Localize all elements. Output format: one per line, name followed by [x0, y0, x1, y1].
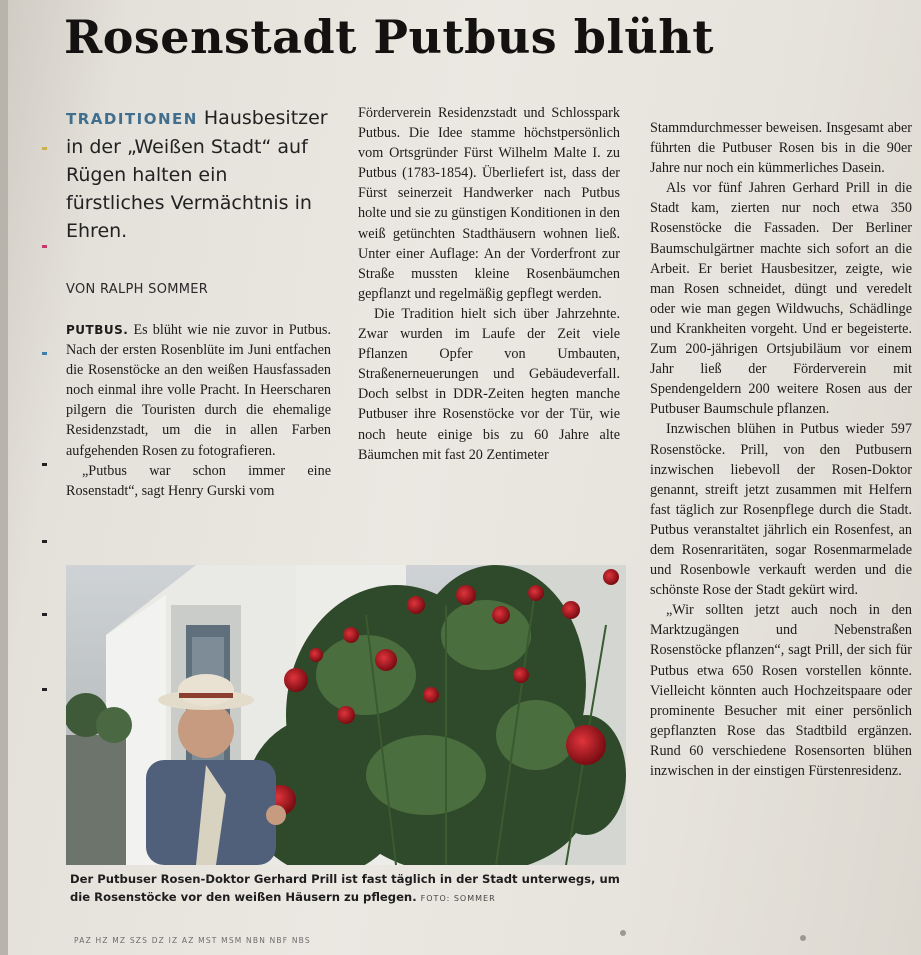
paragraph: Es blüht wie nie zuvor in Putbus. Nach der ersten Rosenblüte im Juni entfachen die Rosenstöcke an den weißen Hausfassaden noch einmal ihre volle Pracht. In Heerscharen pilgern die Touristen durch die ehemalige Residenzstadt, um die in allen Farben aufgehenden Rosen zu fotografieren. [66, 322, 331, 459]
edition-codes: PAZ HZ MZ SZS DZ IZ AZ MST MSM NBN NBF NBS [74, 936, 311, 945]
standfirst-block [66, 104, 331, 245]
paragraph: Inzwischen blühen in Putbus wieder 597 Rosenstöcke. Prill, von den Putbusern inzwischen liebevoll der Rosen-Doktor genannt, streift jetzt zusammen mit Helfern fast täglich zur Rosenpflege durch die Stadt. Putbus veranstaltet jährlich ein Rosenfest, an dem Rosenraritäten, sogar Rosenmarmelade und Rosenbowle verkauft werden und die schönste Rose der Stadt gekürt wird. [650, 421, 912, 599]
article-column-1 [66, 320, 331, 501]
margin-mark [42, 463, 47, 466]
paragraph: Förderverein Residenzstadt und Schlosspark Putbus. Die Idee stamme höchstpersönlich vom Ortsgründer Fürst Wilhelm Malte I. zu Putbus (1783-1854). Überliefert ist, dass der Fürst seinerzeit Handwerker nach Putbus holte und sie zu günstigen Konditionen in den weiß getünchten Stadthäusern wohnen ließ. Unter einer Auflage: An der Vorderfront zur Straße mussten kleine Rosenbäumchen gepflanzt und regelmäßig gepflegt werden. [358, 105, 620, 302]
margin-mark [42, 540, 47, 543]
photo-roses-gardener [66, 565, 626, 865]
photo-credit: FOTO: SOMMER [420, 894, 496, 903]
paragraph: Die Tradition hielt sich über Jahrzehnte. Zwar wurden im Laufe der Zeit viele Pflanzen Opfer von Umbauten, Straßenerneuerungen und Gebäudeverfall. Doch selbst in DDR-Zeiten hegten manche Putbuser ihre Rosenstöcke vor der Tür, wie noch heute einige bis zu 60 Jahre alte Bäumchen mit fast 20 Zentimeter [358, 305, 620, 463]
dateline: PUTBUS. [66, 323, 129, 337]
photo-caption [70, 870, 630, 908]
paragraph: Als vor fünf Jahren Gerhard Prill in die Stadt kam, zierten nur noch etwa 350 Rosenstöcke die Fassaden. Der Berliner Baumschulgärtner machte sich sofort an die Arbeit. Er beriet Hausbesitzer, zeigte, wie man Rosen schneidet, düngt und veredelt oder wie man gegen Wildwuchs, Schädlinge und Krankheiten vorgeht. Und er begeisterte. Zum 200-jährigen Ortsjubiläum vor einem Jahr ließ der Förderverein mit Spendengeldern 200 weitere Rosen aus der Putbuser Baumschule pflanzen. [650, 180, 912, 418]
article-photo [66, 565, 626, 865]
page-edge-shadow [0, 0, 8, 955]
article-column-3 [650, 118, 912, 781]
paragraph: Stammdurchmesser beweisen. Insgesamt aber führten die Putbuser Rosen bis in die 90er Jahre nur noch ein kümmerliches Dasein. [650, 120, 912, 177]
margin-mark [42, 613, 47, 616]
margin-mark [42, 147, 47, 150]
margin-mark [42, 245, 47, 248]
kicker: TRADITIONEN [66, 110, 198, 128]
pin-mark [620, 930, 626, 936]
standfirst: Hausbesitzer in der „Weißen Stadt“ auf Rügen halten ein fürstliches Vermächtnis in Ehren. [66, 107, 328, 242]
byline: VON RALPH SOMMER [66, 282, 209, 297]
pin-mark [800, 935, 806, 941]
margin-mark [42, 688, 47, 691]
caption-text: Der Putbuser Rosen-Doktor Gerhard Prill ist fast täglich in der Stadt unterwegs, um die Rosenstöcke vor den weißen Häusern zu pflegen. [70, 872, 620, 904]
paragraph: „Wir sollten jetzt auch noch in den Marktzugängen und Nebenstraßen Rosenstöcke pflanzen“, sagt Prill, der sich für Putbus etwa 650 Rosen vorstellen könnte. Vielleicht könnten auch Hochzeitspaare oder prominente Besucher mit einer persönlich gepflanzten Rose das Stadtbild ergänzen. Rund 60 verschiedene Rosensorten blühen inzwischen in der einstigen Fürstenresidenz. [650, 602, 912, 779]
paragraph: „Putbus war schon immer eine Rosenstadt“, sagt Henry Gurski vom [66, 462, 331, 499]
article-column-2 [358, 103, 620, 465]
headline: Rosenstadt Putbus blüht [64, 10, 714, 64]
margin-mark [42, 352, 47, 355]
